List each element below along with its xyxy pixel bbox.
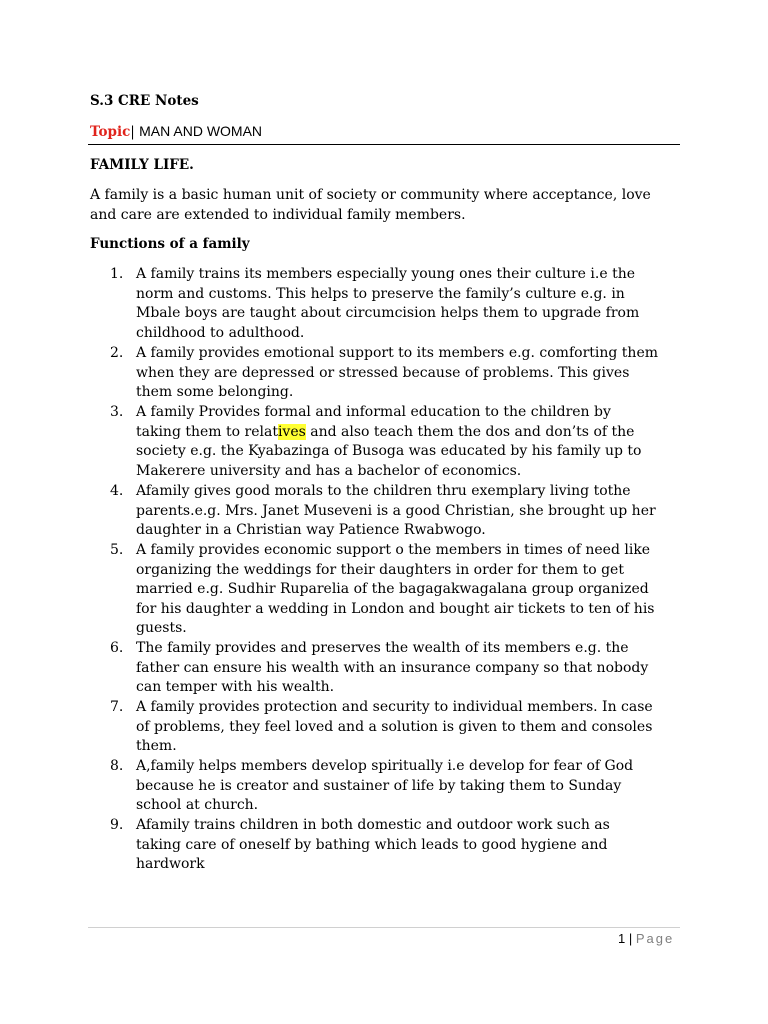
list-item-number: 6. [110,640,124,656]
list-item-number: 3. [110,404,124,420]
topic-separator: | [130,124,140,140]
list-item-line: A family provides emotional support to its members e.g. comforting them [136,345,658,361]
section-heading: FAMILY LIFE. [90,157,194,173]
list-item-line: childhood to adulthood. [136,324,305,341]
list-item-line: can temper with his wealth. [136,679,335,696]
list-item-number: 4. [110,483,124,499]
text-segment: taking them to relat [136,423,278,440]
list-item-line: Afamily trains children in both domestic and outdoor work such as [136,817,610,833]
list-item-line: organizing the weddings for their daughters in order for them to get [136,561,624,578]
list-item-line: Afamily gives good morals to the children thru exemplary living tothe [136,483,631,499]
list-item-line: married e.g. Sudhir Ruparelia of the bagagakwagalana group organized [136,581,649,598]
list-item-line: them. [136,738,177,755]
page-number: 1 [618,931,626,946]
topic-title: MAN AND WOMAN [139,123,263,139]
list-item-line: The family provides and preserves the wealth of its members e.g. the [136,640,629,656]
list-item-line: A family Provides formal and informal education to the children by [136,404,611,420]
list-item-number: 2. [110,345,124,361]
list-item-text [136,344,658,403]
list-item-line-highlighted [136,423,641,443]
topic-line [90,123,262,140]
topic-label: Topic [90,124,131,140]
list-item-text [136,482,656,541]
list-item-line: hardwork [136,856,205,873]
list-item-number: 7. [110,699,124,715]
list-item-line: father can ensure his wealth with an insurance company so that nobody [136,659,649,676]
list-item-line: of problems, they feel loved and a solution is given to them and consoles [136,718,653,735]
list-item-line: because he is creator and sustainer of life by taking them to Sunday [136,777,622,794]
list-item-line: when they are depressed or stressed because of problems. This gives [136,364,630,381]
list-item-line: Mbale boys are taught about circumcision helps them to upgrade from [136,305,640,322]
list-item-line: society e.g. the Kyabazinga of Busoga was educated by his family up to [136,443,642,460]
topic-divider [88,144,680,145]
text-segment: and also teach them the dos and don’ts of the [305,423,635,440]
list-item-line: norm and customs. This helps to preserve the family’s culture e.g. in [136,285,625,302]
list-item-number: 1. [110,266,124,282]
footer-divider [88,927,680,928]
list-item-line: A family provides economic support o the members in times of need like [136,542,651,558]
list-item-line: daughter in a Christian way Patience Rwabwogo. [136,522,486,539]
intro-line: A family is a basic human unit of society or community where acceptance, love [90,187,651,203]
list-item-line: school at church. [136,797,259,814]
list-item-line: Makerere university and has a bachelor of economics. [136,462,522,479]
list-item-line: A family trains its members especially young ones their culture i.e the [136,266,636,282]
document-title: S.3 CRE Notes [90,93,199,109]
list-item-text [136,639,648,698]
footer-separator: | [625,931,636,946]
page-footer [618,931,674,946]
page-word: Page [635,931,675,946]
list-item-text [136,541,654,639]
list-item-line: them some belonging. [136,384,294,401]
list-item-line: guests. [136,620,187,637]
intro-paragraph [90,186,690,225]
list-item-text [136,816,610,875]
list-item-line: taking care of oneself by bathing which leads to good hygiene and [136,836,608,853]
highlighted-text: ives [277,423,306,440]
list-item-text [136,265,639,343]
list-item-number: 9. [110,817,124,833]
list-item-line: A,family helps members develop spiritually i.e develop for fear of God [136,758,634,774]
list-item-number: 8. [110,758,124,774]
list-item-line: for his daughter a wedding in London and bought air tickets to ten of his [136,600,655,617]
list-item-text [136,698,653,757]
list-item-text [136,403,641,481]
list-item-text [136,757,633,816]
intro-line: and care are extended to individual family members. [90,206,466,223]
list-item-number: 5. [110,542,124,558]
functions-heading: Functions of a family [90,236,250,252]
list-item-line: A family provides protection and security to individual members. In case [136,699,653,715]
list-item-line: parents.e.g. Mrs. Janet Museveni is a good Christian, she brought up her [136,502,656,519]
